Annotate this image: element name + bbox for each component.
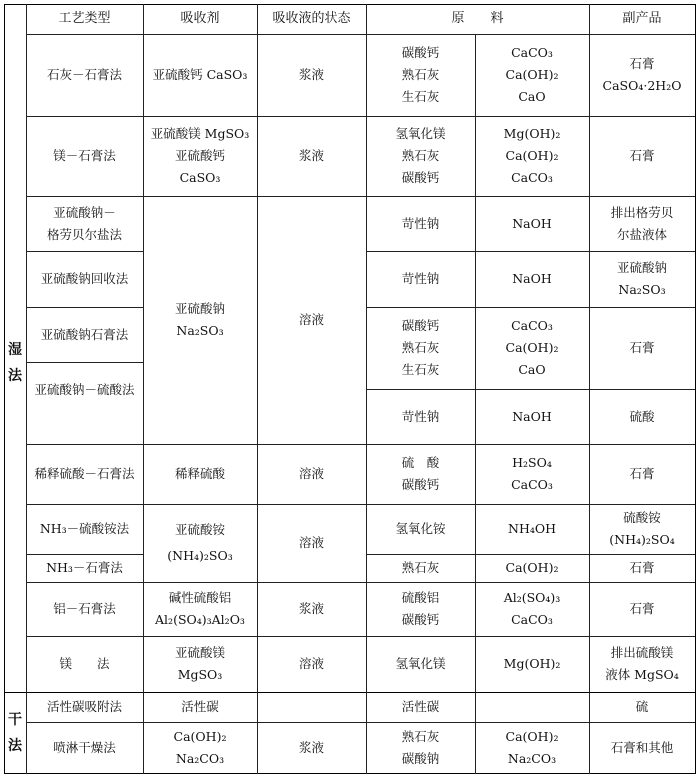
absorbent-magnesium: 亚硫酸镁 MgSO₃ [174, 645, 225, 682]
byproduct-nh3-ammonium-sulfate: 硫酸铵 (NH₄)₂SO₄ [609, 510, 675, 547]
process-spray-dry: 喷淋干燥法 [53, 739, 116, 755]
state-lime-gypsum: 浆液 [298, 67, 324, 82]
material-formulas-magnesium: Mg(OH)₂ [503, 656, 561, 671]
absorbent-aluminum-gypsum: 碱性硫酸铝 Al₂(SO₄)₃Al₂O₃ [155, 590, 245, 627]
absorbent-activated-carbon: 活性碳 [181, 699, 219, 714]
header-absorbent-state: 吸收液的状态 [272, 11, 351, 26]
process-lime-gypsum: 石灰－石膏法 [46, 67, 122, 82]
process-sodium-gypsum: 亚硫酸钠石膏法 [40, 326, 129, 342]
absorbent-magnesium-gypsum: 亚硫酸镁 MgSO₃ 亚硫酸钙 CaSO₃ [150, 126, 250, 185]
process-activated-carbon: 活性碳吸附法 [46, 699, 122, 714]
process-magnesium: 镁 法 [59, 656, 110, 671]
absorbent-ammonium-sulfite-group: 亚硫酸铵 (NH₄)₂SO₃ [167, 522, 233, 563]
byproduct-lime-gypsum: 石膏 CaSO₄·2H₂O [602, 56, 682, 93]
byproduct-aluminum-gypsum: 石膏 [629, 601, 655, 616]
category-wet-method: 湿 法 [8, 342, 22, 384]
state-sodium-sulfite-group: 溶液 [298, 312, 324, 327]
material-formulas-activated-carbon [475, 692, 589, 722]
material-names-magnesium: 氢氧化镁 [395, 656, 446, 671]
material-formulas-sodium-sulfuric: NaOH [512, 408, 552, 424]
material-formulas-nh3-gypsum: Ca(OH)₂ [505, 560, 559, 575]
byproduct-activated-carbon: 硫 [635, 699, 649, 714]
absorbent-lime-gypsum: 亚硫酸钙 CaSO₃ [152, 67, 248, 82]
state-activated-carbon [257, 692, 366, 722]
material-names-sodium-wellman: 苛性钠 [401, 215, 440, 231]
material-names-aluminum-gypsum: 硫酸铝 碳酸钙 [401, 590, 440, 627]
header-raw-material: 原 料 [451, 11, 504, 26]
material-names-sodium-gypsum: 碳酸钙 熟石灰 生石灰 [401, 318, 440, 377]
material-formulas-nh3-ammonium-sulfate: NH₄OH [508, 521, 556, 536]
material-names-nh3-gypsum: 熟石灰 [401, 560, 440, 575]
state-ammonium-sulfite-group: 溶液 [298, 535, 324, 550]
header-byproduct: 副产品 [622, 11, 662, 26]
byproduct-sodium-wellman: 排出格劳贝 尔盐液体 [610, 204, 674, 242]
byproduct-spray-dry: 石膏和其他 [610, 739, 674, 755]
byproduct-dilute-sulfuric: 石膏 [629, 466, 655, 481]
process-nh3-gypsum: NH₃－石膏法 [46, 560, 123, 575]
process-sodium-wellman: 亚硫酸钠－ 格劳贝尔盐法 [46, 204, 122, 242]
absorbent-spray-dry: Ca(OH)₂ Na₂CO₃ [173, 728, 227, 766]
material-formulas-magnesium-gypsum: Mg(OH)₂ Ca(OH)₂ CaCO₃ [503, 126, 561, 185]
absorbent-sodium-sulfite-group: 亚硫酸钠 Na₂SO₃ [174, 301, 225, 338]
material-formulas-dilute-sulfuric: H₂SO₄ CaCO₃ [511, 455, 553, 492]
material-names-nh3-ammonium-sulfate: 氢氧化铵 [395, 521, 446, 536]
process-aluminum-gypsum: 铝－石膏法 [53, 601, 116, 616]
material-formulas-spray-dry: Ca(OH)₂ Na₂CO₃ [505, 728, 559, 766]
material-names-sodium-recovery: 苛性钠 [401, 271, 440, 286]
material-names-dilute-sulfuric: 硫 酸 碳酸钙 [401, 455, 440, 492]
material-formulas-lime-gypsum: CaCO₃ Ca(OH)₂ CaO [505, 45, 559, 104]
process-sodium-sulfuric: 亚硫酸钠－硫酸法 [34, 381, 135, 397]
material-formulas-sodium-recovery: NaOH [512, 271, 552, 286]
absorbent-dilute-sulfuric: 稀释硫酸 [174, 466, 225, 481]
byproduct-sodium-recovery: 亚硫酸钠 Na₂SO₃ [616, 260, 667, 297]
byproduct-magnesium: 排出硫酸镁 液体 MgSO₄ [605, 645, 679, 682]
material-names-magnesium-gypsum: 氢氧化镁 熟石灰 碳酸钙 [395, 126, 446, 185]
byproduct-magnesium-gypsum: 石膏 [629, 148, 655, 163]
state-magnesium-gypsum: 浆液 [298, 148, 324, 163]
material-names-sodium-sulfuric: 苛性钠 [401, 408, 440, 424]
process-table [4, 4, 696, 774]
material-names-activated-carbon: 活性碳 [401, 699, 440, 714]
byproduct-sodium-gypsum: 石膏 [629, 340, 655, 355]
material-names-spray-dry: 熟石灰 碳酸钠 [401, 728, 440, 766]
material-names-lime-gypsum: 碳酸钙 熟石灰 生石灰 [401, 45, 440, 104]
header-absorbent: 吸收剂 [180, 11, 220, 26]
process-magnesium-gypsum: 镁－石膏法 [53, 148, 116, 163]
process-nh3-ammonium-sulfate: NH₃－硫酸铵法 [39, 521, 130, 536]
state-aluminum-gypsum: 浆液 [298, 601, 324, 616]
header-process-type: 工艺类型 [58, 11, 111, 26]
category-dry-method: 干 法 [8, 711, 22, 754]
material-formulas-aluminum-gypsum: Al₂(SO₄)₃ CaCO₃ [503, 590, 561, 627]
state-dilute-sulfuric: 溶液 [298, 466, 324, 481]
process-sodium-recovery: 亚硫酸钠回收法 [40, 271, 129, 286]
state-spray-dry: 浆液 [298, 739, 324, 755]
material-formulas-sodium-gypsum: CaCO₃ Ca(OH)₂ CaO [505, 318, 559, 377]
byproduct-nh3-gypsum: 石膏 [629, 560, 655, 575]
state-magnesium: 溶液 [298, 656, 324, 671]
material-formulas-sodium-wellman: NaOH [512, 215, 552, 231]
process-dilute-sulfuric: 稀释硫酸－石膏法 [34, 466, 135, 481]
byproduct-sodium-sulfuric: 硫酸 [629, 408, 655, 424]
